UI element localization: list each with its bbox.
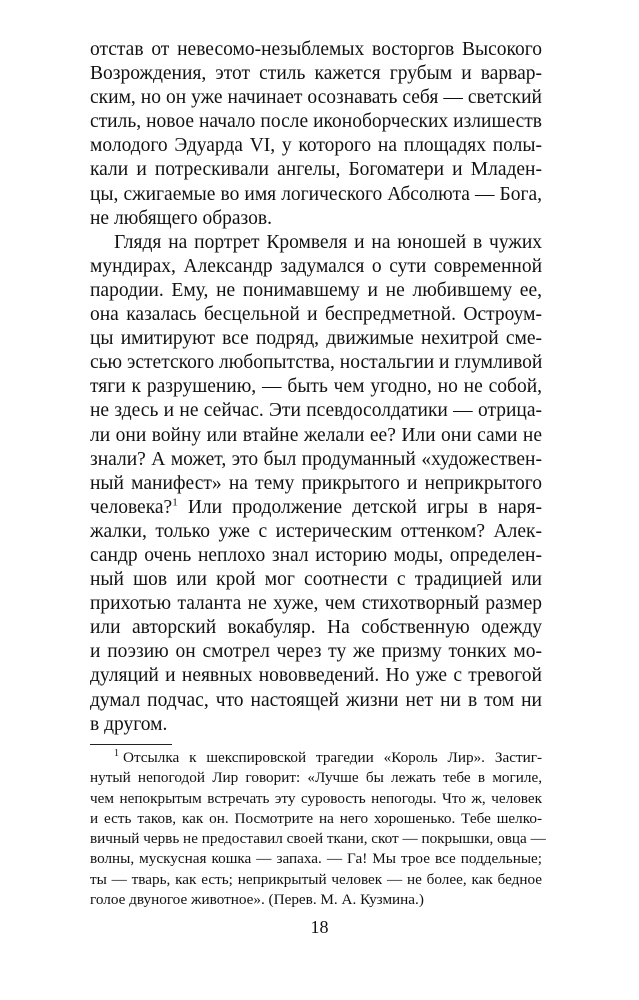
text-line: сью эстетского любопытства, ностальгии и глумливой (90, 352, 543, 374)
footnote-reference[interactable]: 1 (172, 496, 178, 509)
text-line: не здесь и не сейчас. Эти псевдосолдатики — отрица- (90, 400, 542, 422)
text-line: не любящего образов. (90, 207, 272, 229)
footnote-line: и есть таков, как он. Посмотрите на него хорошенько. Тебе шелко- (90, 809, 542, 827)
text-line: и поэзию он смотрел через ту же призму тонких мо- (90, 641, 542, 663)
text-line: дуляций и неявных нововведений. Но уже с тревогой (90, 665, 542, 687)
text-line: тяги к разрушению, — быть чем угодно, но не собой, (90, 376, 542, 398)
text-line: она казалась бесцельной и беспредметной. Остроум- (90, 304, 542, 326)
text-line: стиль, новое начало после иконоборческих излишеств (90, 111, 542, 133)
footnote-line: волны, мускусная кошка — запаха. — Га! Мы трое все поддельные; (90, 850, 542, 868)
footnote-marker: 1 (114, 747, 119, 759)
text-line: Глядя на портрет Кромвеля и на юношей в чужих (114, 231, 542, 253)
text-line: отстав от невесомо-незыблемых восторгов Высокого (90, 39, 542, 60)
text-line: сандр очень неплохо знал историю моды, определен- (90, 544, 542, 566)
text-line: Возрождения, этот стиль кажется грубым и варвар- (90, 63, 542, 85)
footnote-text: Отсылка к шекспировской трагедии «Король Лир». Застиг- (123, 749, 542, 766)
text-segment: Или продолжение детской игры в наря- (187, 496, 543, 518)
text-line: мундирах, Александр задумался о сути современной (90, 255, 542, 277)
text-line: знали? А может, это был продуманный «художествен- (90, 448, 542, 470)
text-line: ли они войну или втайне желали ее? Или они сами не (90, 424, 542, 446)
text-line: молодого Эдуарда VI, у которого на площадях полы- (90, 135, 542, 157)
footnote-line: чем непокрытым встречать эту суровость непогоды. Что ж, человек (90, 789, 542, 807)
footnote-line: голое двуногое животное». (Перев. М. А. Кузмина.) (90, 891, 424, 909)
text-line: ный шов или крой мог соотнести с традицией или (90, 569, 542, 591)
text-line: ским, но он уже начинает осознавать себя — светский (90, 87, 542, 109)
text-segment: человека? (90, 496, 173, 518)
text-line: цы, сжигаемые во имя логического Абсолюта — Бога, (90, 183, 542, 205)
text-line: жалки, только уже с истерическим оттенком? Алек- (90, 520, 542, 542)
text-line: пародии. Ему, не понимавшему и не любившему ее, (90, 279, 542, 301)
text-line: думал подчас, что настоящей жизни нет ни в том ни (90, 689, 542, 711)
footnote (90, 747, 546, 910)
footnote-line: нутый непогодой Лир говорит: «Лучше бы лежать тебе в могиле, (90, 769, 542, 787)
page-number: 18 (310, 917, 329, 937)
text-line: кали и потрескивали ангелы, Богоматери и Младен- (90, 159, 542, 181)
text-line: ный манифест» на тему прикрытого и неприкрытого (90, 472, 542, 494)
text-line-with-footnote-ref (90, 496, 542, 520)
footnote-line: вичный червь не предоставил своей ткани, скот — покрышки, овца — (90, 830, 546, 848)
footnote-divider (90, 744, 172, 745)
text-line: в другом. (90, 713, 168, 735)
text-line: цы имитируют все подряд, движимые нехитрой сме- (90, 328, 542, 350)
main-text (90, 38, 542, 737)
text-line: или авторский вокабуляр. На собственную одежду (90, 617, 542, 639)
footnote-line: ты — тварь, как есть; неприкрытый человек — не более, как бедное (90, 870, 542, 888)
footnote-line (90, 748, 542, 768)
text-line: прихотью таланта не хуже, чем стихотворный размер (90, 593, 542, 615)
